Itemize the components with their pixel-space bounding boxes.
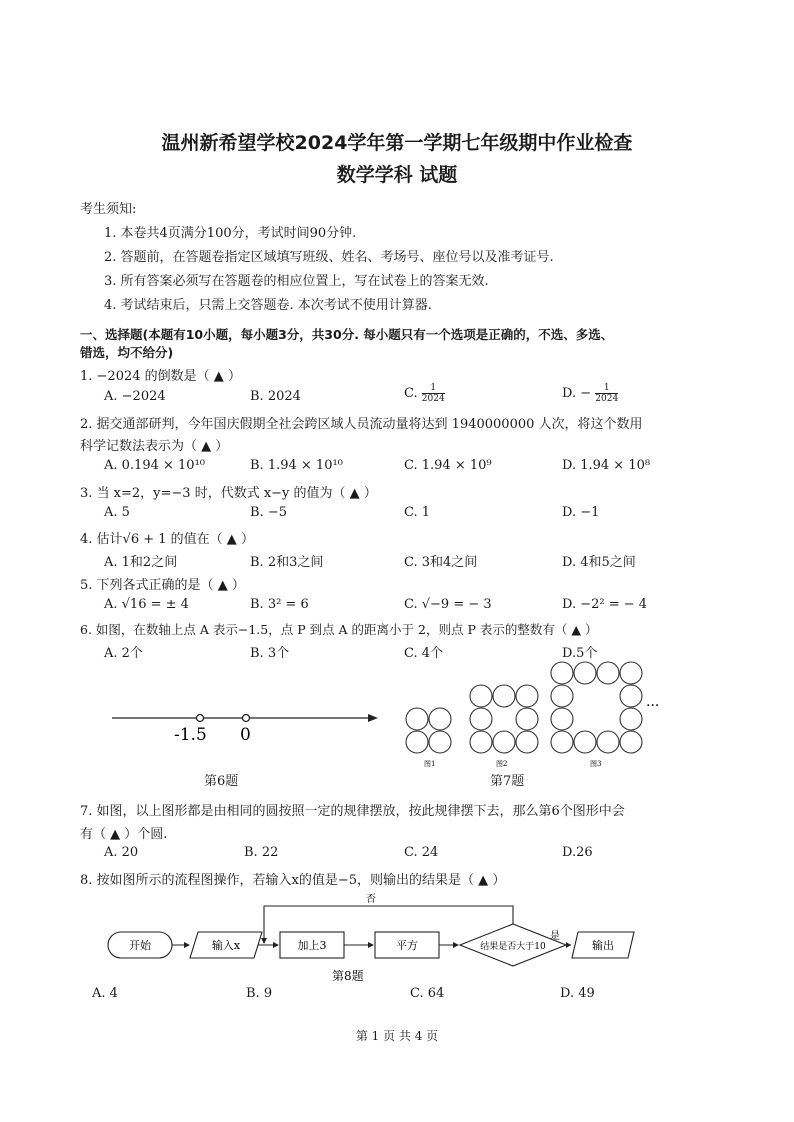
option-c: C. 24 [404,845,439,860]
notice-item: 4. 考试结束后，只需上交答题卷. 本次考试不使用计算器. [104,298,432,313]
notice-heading: 考生须知: [80,202,137,217]
question-7-cont: 有（ ▲ ）个圆. [80,827,168,842]
answer-blank-marker: ▲ [201,439,212,454]
question-2-cont: 科学记数法表示为（ ▲ ） [80,439,229,454]
output-label: 输出 [592,939,614,952]
label-minus-1-5: -1.5 [174,725,207,745]
figure-3-label: 图3 [590,760,602,768]
answer-blank-marker: ▲ [226,532,237,547]
option-d: D. 1.94 × 10⁸ [562,458,651,473]
question-1: 1. −2024 的倒数是（ ▲ ） [80,369,241,384]
option-b: B. −5 [250,505,287,520]
option-a: A. 4 [92,986,118,1001]
question-3: 3. 当 x=2，y=−3 时，代数式 x−y 的值为（ ▲ ） [80,486,377,501]
answer-blank-marker: ▲ [571,622,581,637]
option-b: B. 2和3之间 [250,555,324,570]
figure-6-caption: 第6题 [204,774,239,789]
figure-8-caption: 第8题 [332,969,364,983]
input-label: 输入x [211,939,241,952]
label-zero: 0 [240,725,251,745]
option-a: A. 5 [104,505,130,520]
option-b: B. 22 [244,845,279,860]
question-5: 5. 下列各式正确的是（ ▲ ） [80,578,245,593]
start-label: 开始 [129,939,151,952]
option-a: A. 20 [104,845,139,860]
section-heading: 一、选择题(本题有10小题，每小题3分，共30分. 每小题只有一个选项是正确的，不选、多选、 [80,327,614,342]
circle-pattern-figure [398,658,670,768]
option-c: C. √−9 = − 3 [404,597,492,612]
option-d: D.5个 [562,646,598,661]
option-a: A. 1和2之间 [104,555,178,570]
option-c: C. 1.94 × 10⁹ [404,458,492,473]
option-d: D. 4和5之间 [562,555,636,570]
figure-1-label: 图1 [424,760,436,768]
fraction: $\frac{1}{2024}$ [595,383,619,404]
option-b: B. 1.94 × 10¹⁰ [250,458,343,473]
page-title: 温州新希望学校2024学年第一学期七年级期中作业检查 [161,132,633,154]
figure-2-label: 图2 [496,760,508,768]
option-b: B. 9 [246,986,273,1001]
notice-item: 1. 本卷共4页满分100分，考试时间90分钟. [104,226,357,241]
question-7: 7. 如图，以上图形都是由相同的圆按照一定的规律摆放，按此规律摆下去，那么第6个图形中会 [80,804,625,819]
answer-blank-marker: ▲ [217,578,228,593]
yes-label: 是 [550,931,560,942]
point-origin [243,715,250,722]
decision-label: 结果是否大于10 [480,942,546,952]
option-a: A. −2024 [104,389,166,404]
answer-blank-marker: ▲ [349,486,360,501]
section-heading-cont: 错选，均不给分) [80,345,174,360]
option-c: C. 3和4之间 [404,555,478,570]
option-d: D. 49 [560,986,595,1001]
option-d: D. −2² = − 4 [562,597,648,612]
option-a: A. √16 = ± 4 [104,597,189,612]
answer-blank-marker: ▲ [110,827,121,842]
ellipsis: ··· [646,698,660,714]
option-d: D.26 [562,845,593,860]
page-subtitle: 数学学科 试题 [336,164,458,186]
number-line-figure [108,700,388,750]
option-b: B. 3² = 6 [250,597,309,612]
figure-7-caption: 第7题 [490,774,525,789]
option-a: A. 0.194 × 10¹⁰ [104,458,205,473]
answer-blank-marker: ▲ [478,873,489,888]
option-c: C. $\frac{1}{2024}$ [404,383,445,404]
question-2: 2. 据交通部研判，今年国庆假期全社会跨区域人员流动量将达到 1940000000 人次，将这个数用 [80,417,643,432]
option-d: D. − $\frac{1}{2024}$ [562,383,619,404]
option-b: B. 2024 [250,389,301,404]
flowchart-figure [100,890,650,985]
point-a [197,715,204,722]
question-8: 8. 按如图所示的流程图操作，若输入x的值是−5，则输出的结果是（ ▲ ） [80,873,506,888]
square-label: 平方 [396,939,418,952]
option-b: B. 3个 [250,646,290,661]
notice-item: 2. 答题前，在答题卷指定区域填写班级、姓名、考场号、座位号以及准考证号. [104,250,554,265]
add-label: 加上3 [297,939,327,952]
option-a: A. 2个 [104,646,143,661]
fraction: $\frac{1}{2024}$ [421,383,445,404]
arrow-icon [368,714,378,722]
answer-blank-marker: ▲ [213,369,224,384]
question-6: 6. 如图，在数轴上点 A 表示−1.5，点 P 到点 A 的距离小于 2，则点 P 表示的整数有（ ▲ ） [80,622,598,637]
option-d: D. −1 [562,505,600,520]
notice-item: 3. 所有答案必须写在答题卷的相应位置上，写在试卷上的答案无效. [104,274,489,289]
question-4: 4. 估计√6 + 1 的值在（ ▲ ） [80,532,254,547]
option-c: C. 64 [410,986,445,1001]
option-c: C. 4个 [404,646,444,661]
no-label: 否 [366,894,376,905]
page-footer: 第 1 页 共 4 页 [355,1029,439,1043]
option-c: C. 1 [404,505,431,520]
